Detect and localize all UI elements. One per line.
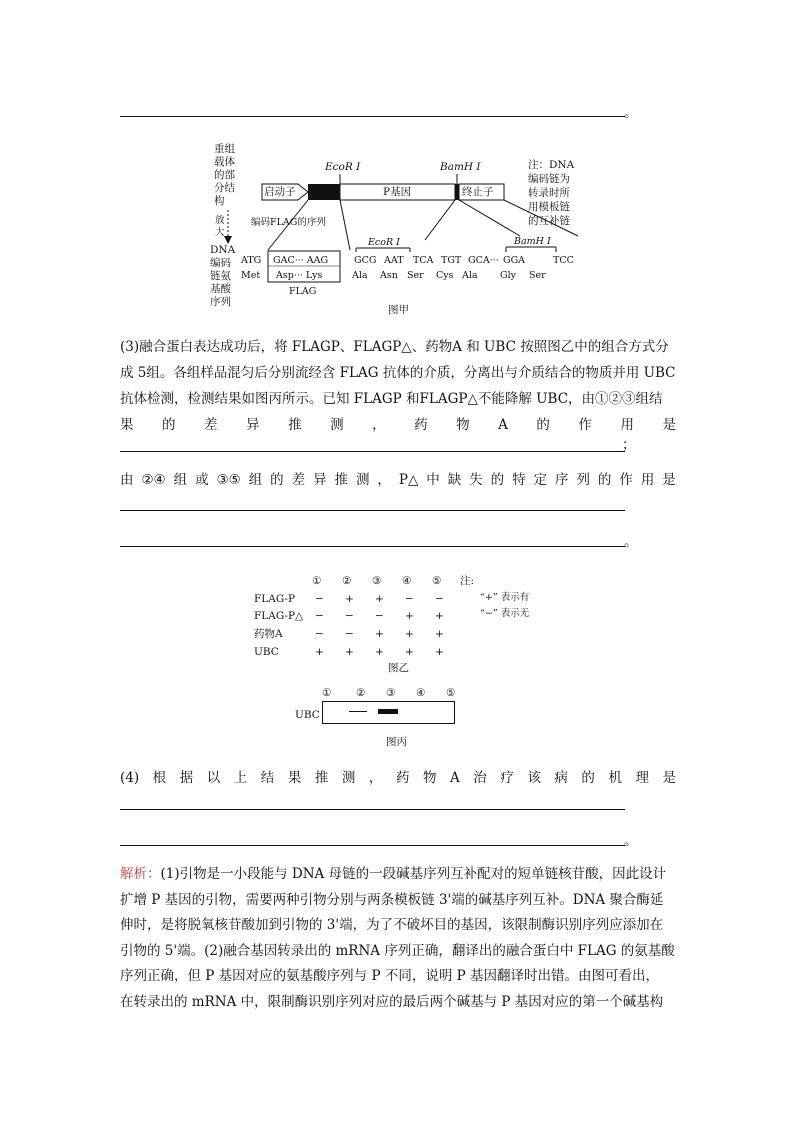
figure-a-caption: 图甲	[388, 304, 409, 316]
answer-line	[120, 845, 625, 846]
amino-acid: Asn	[380, 270, 398, 281]
table-cell: +	[435, 628, 444, 640]
codon: TGT	[441, 255, 462, 266]
table-cell: +	[405, 646, 414, 658]
analysis-line-3: 伸时，是将脱氧核苷酸加到引物的 3'端，为了不破坏目的基因，该限制酶识别序列应添加在	[120, 917, 664, 933]
table-cell: +	[405, 628, 414, 640]
codon: GAC··· AAG	[273, 255, 329, 266]
answer-line	[120, 451, 625, 452]
p-gene-label: P基因	[383, 186, 412, 198]
table-cell: +	[435, 610, 444, 622]
table-cell: +	[405, 610, 414, 622]
codon: GGA	[503, 255, 526, 266]
period: 。	[624, 534, 638, 550]
answer-line	[120, 809, 625, 810]
note-title: 注:	[460, 575, 475, 587]
enlarge-label: 放 大	[215, 215, 225, 238]
amino-acid: Gly	[500, 270, 516, 281]
row-label: FLAG-P△	[254, 610, 304, 622]
question-4: (4) 根 据 以 上 结 果 推 测 ， 药 物 A 治 疗 该 病 的 机 理 是	[120, 770, 676, 786]
table-cell: −	[315, 628, 324, 640]
ecori-label-lower: EcoR Ⅰ	[368, 237, 400, 248]
analysis-label: 解析：	[120, 866, 161, 882]
table-cell: −	[345, 628, 354, 640]
analysis-line-2: 扩增 P 基因的引物，需要两种引物分别与两条模板链 3'端的碱基序列互补。DNA 聚合酶延	[120, 891, 664, 908]
analysis-line-5: 序列正确，但 P 基因对应的氨基酸序列与 P 不同，说明 P 基因翻译时出错。由图可看出，	[120, 968, 659, 984]
table-cell: +	[375, 646, 384, 658]
q3-line-1: (3)融合蛋白表达成功后，将 FLAGP、FLAGP△、药物A 和 UBC 按照图乙中的组合方式分	[120, 339, 669, 355]
analysis-line-1: 解析：(1)引物是一小段能与 DNA 母链的一段碱基序列互补配对的短单链核苷酸，因此设计	[120, 866, 667, 882]
band-lane-3	[378, 709, 398, 714]
bamhi-label-top: BamH Ⅰ	[440, 161, 481, 173]
col-header: ②	[342, 575, 352, 587]
lane-label: ①	[322, 687, 332, 699]
amino-acid: Ser	[407, 270, 424, 281]
answer-line	[120, 546, 625, 547]
q3-line-4: 果 的 差 异 推 测 ， 药 物 A 的 作 用 是	[120, 417, 676, 433]
codon: AAT	[384, 255, 404, 266]
analysis-line-4: 引物的 5'端。(2)融合基因转录出的 mRNA 序列正确，翻译出的融合蛋白中 FLAG 的氨基酸	[120, 942, 675, 959]
flag-sequence-label: 编码FLAG的序列	[251, 217, 326, 228]
table-cell: +	[375, 628, 384, 640]
amino-acid: Met	[241, 270, 261, 281]
lane-label: ②	[356, 687, 366, 699]
table-cell: −	[315, 610, 324, 622]
table-cell: +	[375, 593, 384, 605]
flag-label: FLAG	[289, 286, 317, 297]
amino-acid: Cys	[436, 270, 454, 281]
codon: GCA···	[468, 255, 499, 266]
band-lane-2	[349, 711, 367, 712]
table-cell: +	[345, 646, 354, 658]
vector-structure-label: 重组 载体 的部 分结 构	[214, 143, 235, 207]
analysis-block	[120, 862, 676, 1015]
col-header: ⑤	[432, 575, 442, 587]
bamhi-label-lower: BamH Ⅰ	[514, 236, 551, 247]
lane-label: ④	[416, 687, 426, 699]
q3-line-2: 成 5组。各组样品混匀后分别流经含 FLAG 抗体的介质，分离出与介质结合的物质并用 UBC	[120, 365, 676, 381]
amino-acid: Ser	[529, 270, 546, 281]
figure-c-caption: 图丙	[386, 736, 407, 748]
codon: GCG	[354, 255, 377, 266]
amino-acid: Ala	[352, 270, 368, 281]
table-cell: −	[405, 593, 414, 605]
figure-b-caption: 图乙	[388, 662, 409, 674]
table-cell: −	[435, 593, 444, 605]
table-cell: +	[345, 593, 354, 605]
lane-label: ③	[386, 687, 396, 699]
col-header: ④	[402, 575, 412, 587]
col-header: ①	[312, 575, 322, 587]
question-3	[120, 334, 676, 438]
amino-acid: Asp··· Lys	[276, 270, 323, 281]
ecori-label-top: EcoR Ⅰ	[325, 161, 361, 173]
codon: TCA	[413, 255, 434, 266]
analysis-line-6: 在转录出的 mRNA 中，限制酶识别序列对应的最后两个碱基与 P 基因对应的第一个碱基构	[120, 993, 664, 1010]
lane-label: ⑤	[446, 687, 456, 699]
ubc-label: UBC	[295, 709, 320, 721]
period: 。	[624, 105, 638, 121]
row-label: UBC	[254, 646, 279, 658]
codon: ATG	[241, 255, 262, 266]
terminator-label: 终止子	[462, 186, 494, 198]
semicolon: ；	[622, 437, 636, 453]
table-cell: −	[375, 610, 384, 622]
answer-line	[120, 510, 625, 511]
period: 。	[624, 833, 638, 849]
note-block: 注：DNA 编码链为 转录时所 用模板链 的互补链	[528, 159, 575, 227]
amino-acid: Ala	[462, 270, 478, 281]
note-minus: “−” 表示无	[480, 608, 530, 619]
table-cell: −	[315, 593, 324, 605]
col-header: ③	[372, 575, 382, 587]
note-plus: “+” 表示有	[480, 592, 530, 603]
dna-aa-sequence-label: DNA 编码 链氨 基酸 序列	[210, 244, 236, 308]
row-label: 药物A	[254, 628, 283, 640]
table-cell: +	[435, 646, 444, 658]
q3-line-3: 抗体检测，检测结果如图丙所示。已知 FLAGP 和FLAGP△不能降解 UBC，由①②③组结	[120, 391, 663, 407]
table-cell: −	[345, 610, 354, 622]
promoter-label: 启动子	[264, 186, 296, 198]
q3-line-5: 由 ②④ 组 或 ③⑤ 组 的 差 异 推 测 ， P△ 中 缺 失 的 特 定 序 列 的 作 用 是	[120, 472, 676, 488]
codon: TCC	[553, 255, 574, 266]
row-label: FLAG-P	[254, 593, 296, 605]
table-cell: +	[315, 646, 324, 658]
